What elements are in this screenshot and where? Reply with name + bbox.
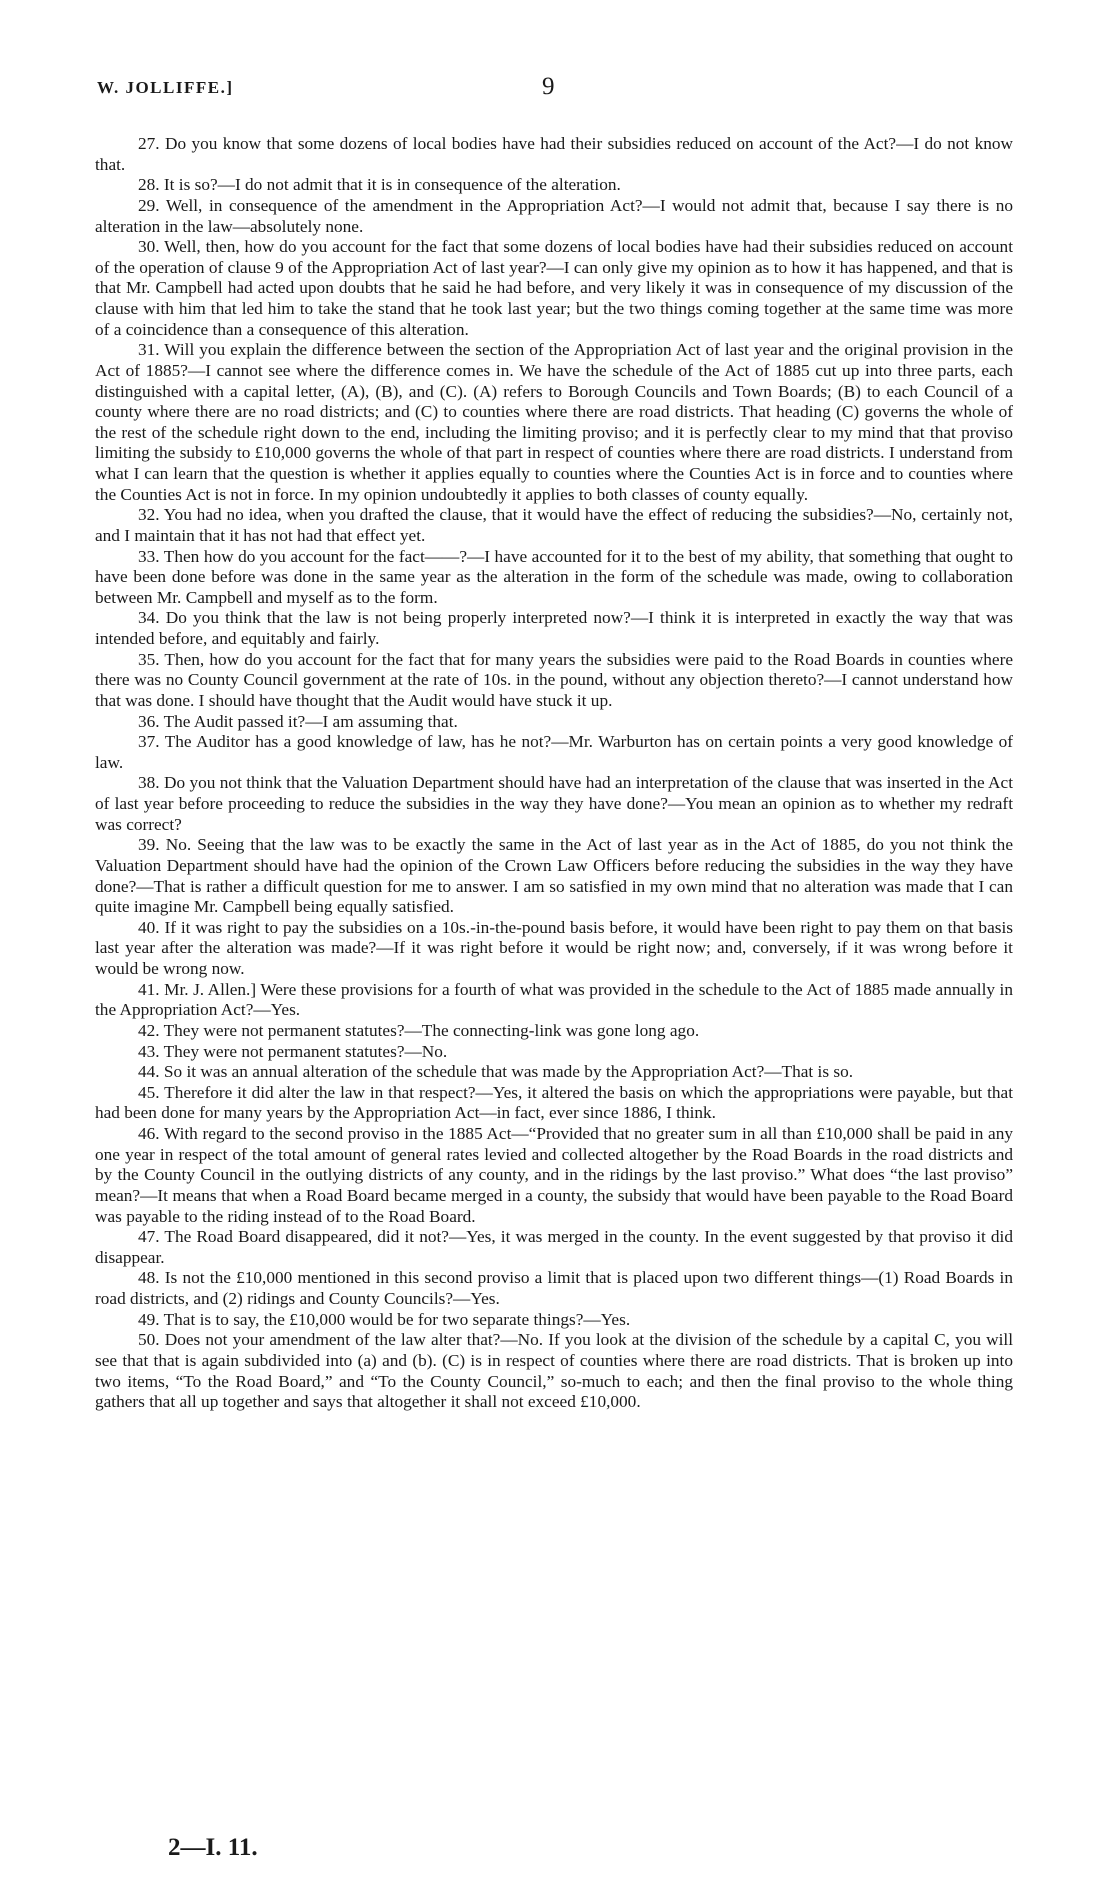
paragraph-q27: 27. Do you know that some dozens of local bodies have had their subsidies reduced on account of the Act?—I do not know that. — [95, 134, 1013, 174]
paragraph-q49: 49. That is to say, the £10,000 would be for two separate things?—Yes. — [138, 1309, 631, 1329]
paragraph-q32: 32. You had no idea, when you drafted the clause, that it would have the effect of reducing the subsidies?—No, certainly not, and I maintain that it has not had that effect yet. — [95, 505, 1013, 545]
paragraph-q42: 42. They were not permanent statutes?—The connecting-link was gone long ago. — [138, 1020, 700, 1040]
paragraph-q47: 47. The Road Board disappeared, did it not?—Yes, it was merged in the county. In the event suggested by that proviso it did disappear. — [95, 1227, 1013, 1267]
paragraph-q40: 40. If it was right to pay the subsidies on a 10s.-in-the-pound basis before, it would have been right to pay them on that basis last year after the alteration was made?—If it was right before it would be right now; and, conversely, if it was wrong before it would be wrong now. — [95, 917, 1013, 978]
paragraph-q37: 37. The Auditor has a good knowledge of law, has he not?—Mr. Warburton has on certain points a very good knowledge of law. — [95, 732, 1013, 772]
paragraph-q36: 36. The Audit passed it?—I am assuming that. — [138, 711, 458, 731]
paragraph-q44: 44. So it was an annual alteration of the schedule that was made by the Appropriation Act?—That is so. — [138, 1062, 854, 1082]
paragraph-q33: 33. Then how do you account for the fact——?—I have accounted for it to the best of my ability, that something that ought to have been done before was done in the same year as the alteration in the form of the schedule was made, owing to collaboration between Mr. Campbell and myself as to the form. — [95, 546, 1013, 607]
paragraph-q34: 34. Do you think that the law is not being properly interpreted now?—I think it is interpreted in exactly the way that was intended before, and equitably and fairly. — [95, 608, 1013, 648]
paragraph-q30: 30. Well, then, how do you account for the fact that some dozens of local bodies have had their subsidies reduced on account of the operation of clause 9 of the Appropriation Act of last year?—I can only give my opinion as to how it has happened, and that is that Mr. Campbell had acted upon doubts that he said he had before, and very likely it was in consequence of my discussion of the clause with him that led him to take the stand that he took last year; but the two things coming together at the same time was more of a coincidence than a consequence of this alteration. — [95, 237, 1013, 339]
paragraph-q35: 35. Then, how do you account for the fact that for many years the subsidies were paid to the Road Boards in counties where there was no County Council government at the rate of 10s. in the pound, without any objection thereto?—I cannot understand how that was done. I should have thought that the Audit would have stuck it up. — [95, 649, 1013, 710]
page-header — [97, 73, 997, 108]
paragraph-q45: 45. Therefore it did alter the law in that respect?—Yes, it altered the basis on which the appropriations were payable, but that had been done for many years by the Appropriation Act—in fact, ever since 1886, I think. — [95, 1082, 1013, 1123]
page-body — [95, 134, 1013, 1413]
paragraph-q29: 29. Well, in consequence of the amendment in the Appropriation Act?—I would not admit that, because I say there is no alteration in the law—absolutely none. — [95, 195, 1013, 236]
paragraph-q46: 46. With regard to the second proviso in the 1885 Act—“Provided that no greater sum in all than £10,000 shall be paid in any one year in respect of the total amount of general rates levied and collected altogether by the Road Boards in the road districts and by the County Council in the outlying districts of any county, and in the ridings by the last proviso.” What does “the last proviso” mean?—It means that when a Road Board became merged in a county, the subsidy that would have been payable to the Road Board was payable to the riding instead of to the Road Board. — [95, 1124, 1013, 1226]
paragraph-q50: 50. Does not your amendment of the law alter that?—No. If you look at the division of the schedule by a capital C, you will see that that is again subdivided into (a) and (b). (C) is in respect of counties where there are road districts. That is broken up into two items, “To the Road Board,” and “To the County Council,” so-much to each; and then the final proviso to the whole thing gathers that all up together and says that altogether it shall not exceed £10,000. — [95, 1330, 1013, 1412]
paragraph-q43: 43. They were not permanent statutes?—No. — [138, 1041, 448, 1061]
signature-mark: 2—I. 11. — [168, 1834, 258, 1861]
paragraph-q48: 48. Is not the £10,000 mentioned in this second proviso a limit that is placed upon two different things—(1) Road Boards in road districts, and (2) ridings and County Councils?—Yes. — [95, 1268, 1013, 1308]
paragraph-q39: 39. No. Seeing that the law was to be exactly the same in the Act of last year as in the Act of 1885, do you not think the Valuation Department should have had the opinion of the Crown Law Officers before reducing the subsidies in the way they have done?—That is rather a difficult question for me to answer. I am so satisfied in my own mind that no alteration was made that I can quite imagine Mr. Campbell being equally satisfied. — [95, 835, 1013, 917]
paragraph-q28: 28. It is so?—I do not admit that it is in consequence of the alteration. — [138, 175, 621, 195]
paragraph-q41: 41. Mr. J. Allen.] Were these provisions for a fourth of what was provided in the schedule to the Act of 1885 made annually in the Appropriation Act?—Yes. — [95, 979, 1013, 1020]
running-title: W. JOLLIFFE.] — [97, 78, 234, 97]
paragraph-q31: 31. Will you explain the difference between the section of the Appropriation Act of last year and the original provision in the Act of 1885?—I cannot see where the difference comes in. We have the schedule of the Act of 1885 cut up into three parts, each distinguished with a capital letter, (A), (B), and (C). (A) refers to Borough Councils and Town Boards; (B) to each Council of a county where there are no road districts; and (C) to counties where there are road districts. That heading (C) governs the whole of the rest of the schedule right down to the end, including the limiting proviso; and it is perfectly clear to my mind that that proviso limiting the subsidy to £10,000 governs the whole of that part in respect of counties where there are road districts. I understand from what I can learn that the question is whether it applies equally to counties where the Counties Act is in force and to counties where the Counties Act is not in force. In my opinion undoubtedly it applies to both classes of county equally. — [95, 340, 1013, 504]
paragraph-q38: 38. Do you not think that the Valuation Department should have had an interpretation of the clause that was inserted in the Act of last year before proceeding to reduce the subsidies in the way they have done?—You mean an opinion as to whether my redraft was correct? — [95, 773, 1013, 834]
page-number: 9 — [542, 73, 555, 100]
